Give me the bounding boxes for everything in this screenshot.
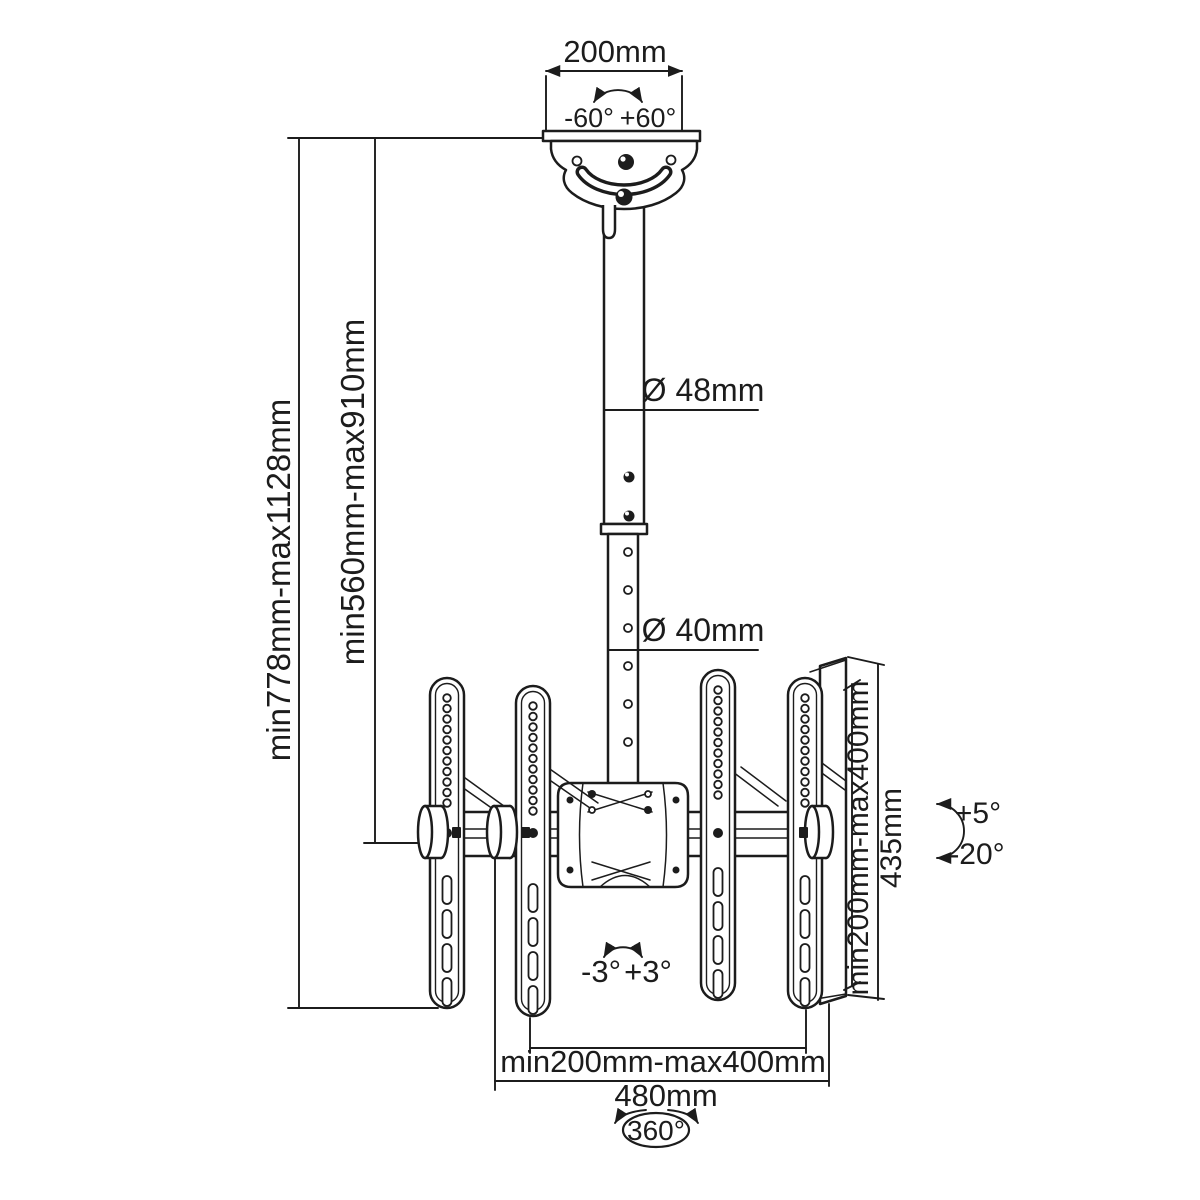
- adjust-hole: [624, 700, 632, 708]
- bell-hole-right: [667, 156, 676, 165]
- label-tilt-up: +5°: [954, 797, 1002, 830]
- label-tilt-down: -20°: [949, 838, 1005, 871]
- bell-lock-bolt: [616, 189, 633, 206]
- swivel-angle-annotation: [564, 90, 676, 133]
- label-vesa-horizontal-range: min200mm-max400mm: [500, 1044, 826, 1079]
- dimension-bottom-group: [495, 1004, 829, 1113]
- bell-pivot-highlight: [620, 156, 625, 161]
- label-fine-swivel-positive: +3°: [624, 954, 672, 989]
- adjust-hole: [624, 662, 632, 670]
- pole-collar: [601, 524, 647, 534]
- screw-highlight: [625, 512, 629, 516]
- screw-highlight: [625, 473, 629, 477]
- label-lower-pole-diameter: Ø 40mm: [641, 612, 765, 648]
- adjust-hole: [624, 586, 632, 594]
- tilt-annotation: [937, 797, 1005, 871]
- dimension-left-group: [288, 138, 543, 1090]
- ceiling-mount-assembly: [543, 131, 700, 524]
- upper-pole-screw-2: [624, 511, 635, 522]
- fine-swivel-annotation: [581, 947, 672, 989]
- hub-hole: [645, 791, 651, 797]
- adjust-hole: [624, 624, 632, 632]
- bell-lock-highlight: [618, 191, 624, 197]
- label-crossbar-width: 480mm: [614, 1078, 718, 1113]
- bar-screw: [452, 827, 461, 838]
- label-pole-height-range: min560mm-max910mm: [334, 318, 371, 666]
- label-swivel-negative: -60°: [564, 103, 614, 133]
- dimension-right-group: [842, 657, 908, 1000]
- brace-right-inner: [733, 767, 786, 806]
- bell-tab: [603, 205, 615, 238]
- knob-cap: [418, 806, 432, 858]
- swivel-arc-arrow: [594, 90, 642, 102]
- bar-screw: [521, 827, 530, 838]
- label-ceiling-plate-width: 200mm: [563, 34, 667, 69]
- hub-corner-screw: [673, 867, 680, 874]
- label-swivel-positive: +60°: [619, 103, 677, 133]
- adjust-hole: [624, 548, 632, 556]
- label-fine-swivel-negative: -3°: [581, 954, 621, 989]
- lower-pole-tube: [608, 534, 638, 788]
- rotation-annotation: [615, 1110, 698, 1147]
- knob-cap: [487, 806, 501, 858]
- label-overall-height-range: min778mm-max1128mm: [260, 398, 297, 762]
- hub-screw: [644, 806, 652, 814]
- hub-corner-screw: [673, 797, 680, 804]
- upper-pole-screw-1: [624, 472, 635, 483]
- label-bracket-height: 435mm: [875, 787, 908, 889]
- hub-corner-screw: [567, 867, 574, 874]
- label-rotation-range: 360°: [627, 1115, 685, 1146]
- arm-pivot: [713, 828, 723, 838]
- bell-pivot-bolt: [618, 154, 634, 170]
- bell-hole-left: [573, 157, 582, 166]
- adjust-hole: [624, 738, 632, 746]
- label-vesa-vertical-range: min200mm-max400mm: [842, 680, 875, 996]
- bar-screw: [799, 827, 808, 838]
- hub-corner-screw: [567, 797, 574, 804]
- vesa-arm-left-inner: [516, 686, 550, 1016]
- label-upper-pole-diameter: Ø 48mm: [641, 372, 765, 408]
